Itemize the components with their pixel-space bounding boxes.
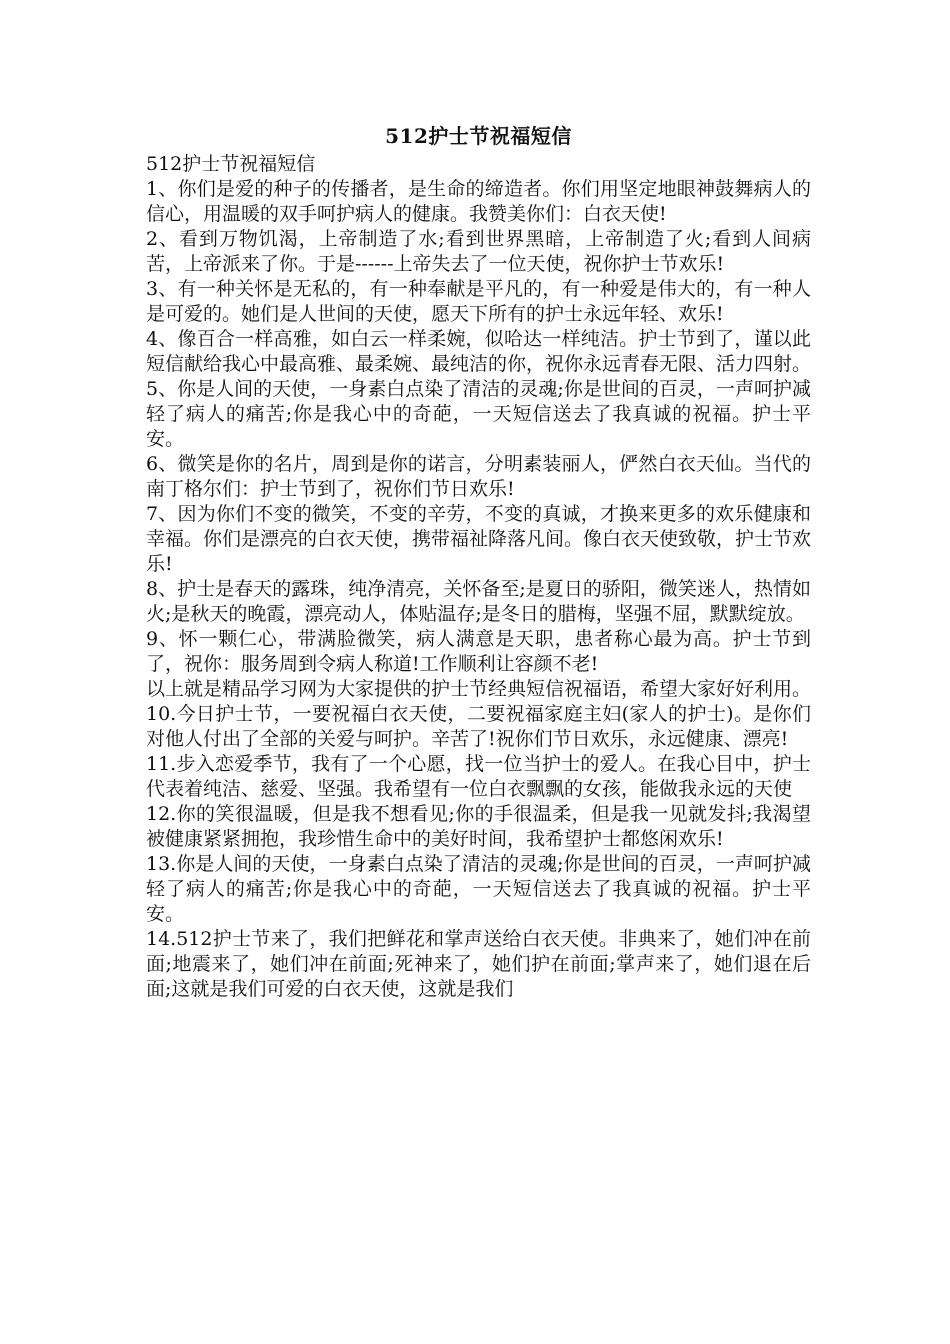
paragraph-7: 7、因为你们不变的微笑，不变的辛劳，不变的真诚，才换来更多的欢乐健康和幸福。你们是漂亮的白衣天使，携带福祉降落凡间。像白衣天使致敬，护士节欢乐!	[146, 503, 812, 575]
paragraph-9: 9、怀一颗仁心，带满脸微笑，病人满意是天职，患者称心最为高。护士节到了，祝你：服务周到令病人称道!工作顺利让容颜不老!	[146, 628, 811, 675]
paragraph-3: 3、有一种关怀是无私的，有一种奉献是平凡的，有一种爱是伟大的，有一种人是可爱的。她们是人世间的天使，愿天下所有的护士永远年轻、欢乐!	[146, 278, 811, 325]
paragraph-8: 8、护士是春天的露珠，纯净清亮，关怀备至;是夏日的骄阳，微笑迷人，热情如火;是秋天的晚霞，漂亮动人，体贴温存;是冬日的腊梅，坚强不屈，默默绽放。	[146, 578, 811, 625]
document-subtitle: 512护士节祝福短信	[146, 153, 316, 175]
paragraph-5: 5、你是人间的天使，一身素白点染了清洁的灵魂;你是世间的百灵，一声呵护减轻了病人的痛苦;你是我心中的奇葩，一天短信送去了我真诚的祝福。护士平安。	[146, 378, 811, 450]
paragraph-12: 12.你的笑很温暖，但是我不想看见;你的手很温柔，但是我一见就发抖;我渴望被健康紧紧拥抱，我珍惜生命中的美好时间，我希望护士都悠闲欢乐!	[146, 803, 811, 850]
paragraph-11: 11.步入恋爱季节，我有了一个心愿，找一位当护士的爱人。在我心目中，护士代表着纯洁、慈爱、坚强。我希望有一位白衣飘飘的女孩，能做我永远的天使	[146, 753, 811, 800]
paragraph-13: 13.你是人间的天使，一身素白点染了清洁的灵魂;你是世间的百灵，一声呵护减轻了病人的痛苦;你是我心中的奇葩，一天短信送去了我真诚的祝福。护士平安。	[146, 853, 811, 925]
paragraph-4: 4、像百合一样高雅，如白云一样柔婉，似哈达一样纯洁。护士节到了，谨以此短信献给我心中最高雅、最柔婉、最纯洁的你，祝你永远青春无限、活力四射。	[146, 328, 812, 375]
paragraph-1: 1、你们是爱的种子的传播者，是生命的缔造者。你们用坚定地眼神鼓舞病人的信心，用温暖的双手呵护病人的健康。我赞美你们：白衣天使!	[146, 178, 811, 225]
document-page	[146, 120, 811, 1002]
paragraph-summary: 以上就是精品学习网为大家提供的护士节经典短信祝福语，希望大家好好利用。	[146, 678, 812, 700]
paragraph-14: 14.512护士节来了，我们把鲜花和掌声送给白衣天使。非典来了，她们冲在前面;地震来了，她们冲在前面;死神来了，她们护在前面;掌声来了，她们退在后面;这就是我们可爱的白衣天使，这就是我们	[146, 928, 811, 1000]
paragraph-6: 6、微笑是你的名片，周到是你的诺言，分明素装丽人，俨然白衣天仙。当代的南丁格尔们：护士节到了，祝你们节日欢乐!	[146, 453, 811, 500]
document-title: 512护士节祝福短信	[385, 124, 572, 148]
paragraph-10: 10.今日护士节，一要祝福白衣天使，二要祝福家庭主妇(家人的护士)。是你们对他人付出了全部的关爱与呵护。辛苦了!祝你们节日欢乐，永远健康、漂亮!	[146, 703, 811, 750]
paragraph-2: 2、看到万物饥渴，上帝制造了水;看到世界黑暗，上帝制造了火;看到人间病苦，上帝派来了你。于是------上帝失去了一位天使，祝你护士节欢乐!	[146, 228, 811, 275]
